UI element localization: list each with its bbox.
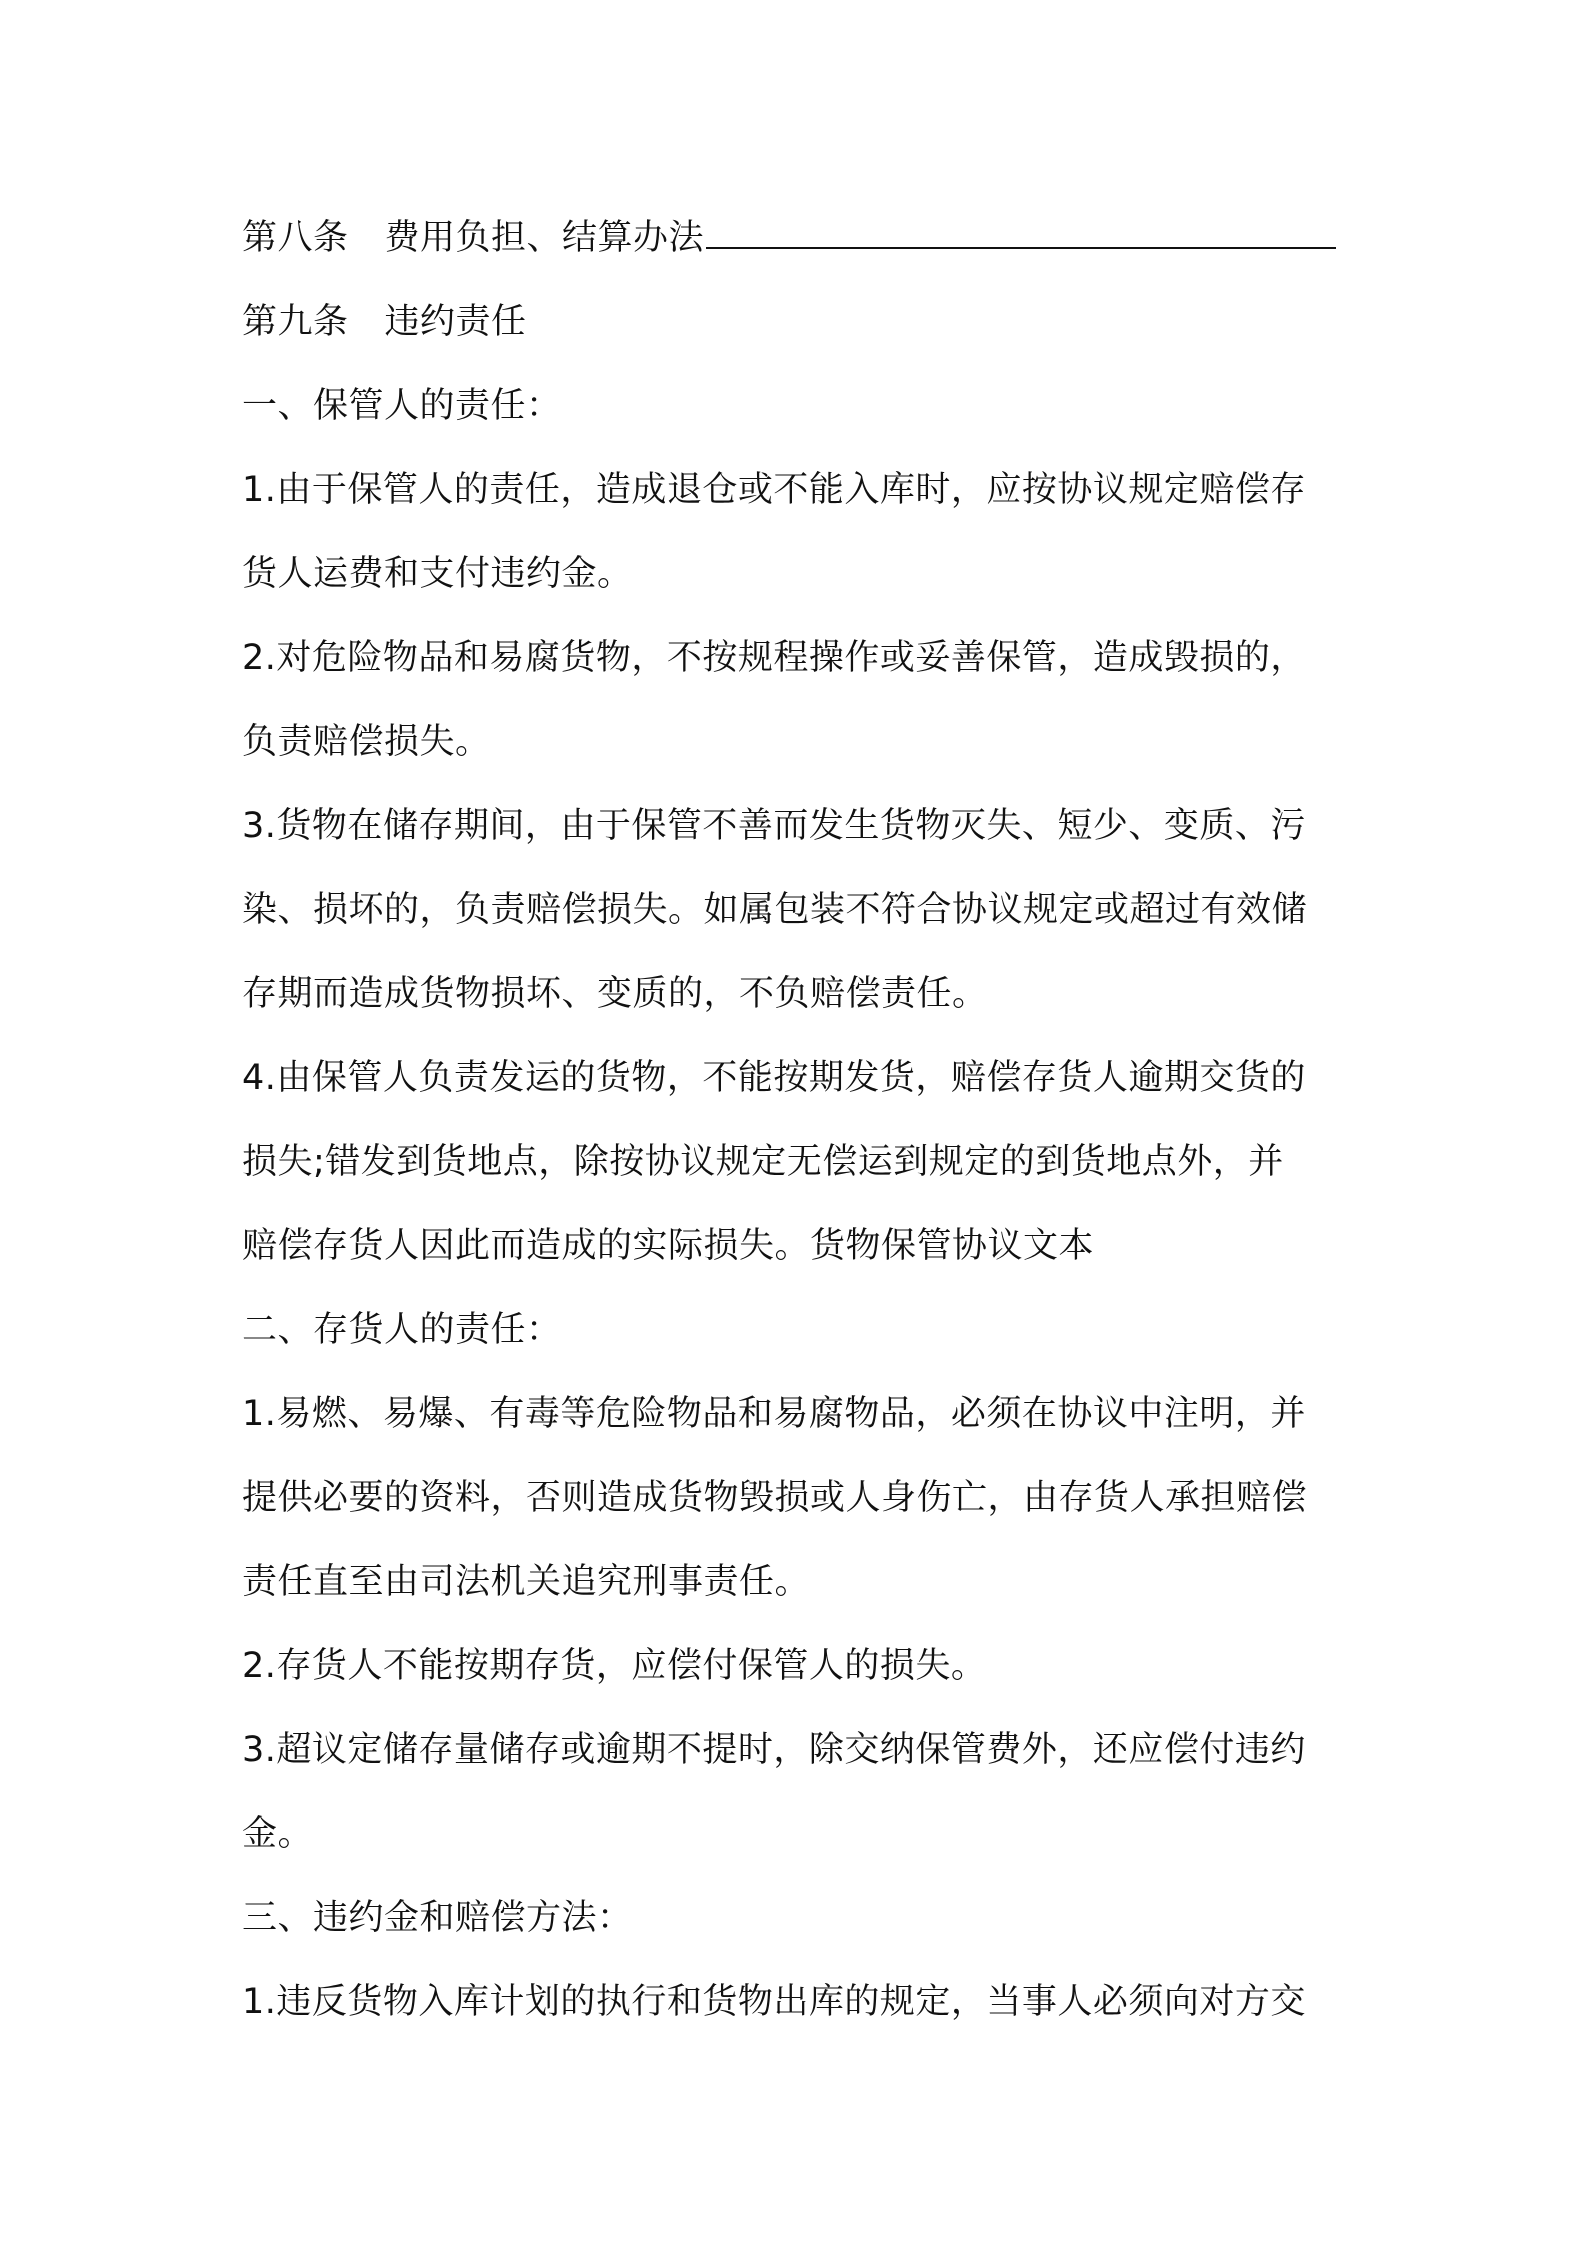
text-line: 提供必要的资料，否则造成货物毁损或人身伤亡，由存货人承担赔偿 — [242, 1478, 1308, 1518]
text-line: 2.对危险物品和易腐货物，不按规程操作或妥善保管，造成毁损的， — [242, 638, 1306, 678]
article-8-title: 费用负担、结算办法 — [384, 218, 705, 258]
article-8-number: 第八条 — [242, 218, 349, 258]
text-line: 2.存货人不能按期存货，应偿付保管人的损失。 — [242, 1646, 987, 1686]
article-9-title: 违约责任 — [384, 302, 527, 342]
article-9-number: 第九条 — [242, 302, 349, 342]
text-line: 责任直至由司法机关追究刑事责任。 — [242, 1562, 811, 1602]
article-8-heading — [242, 196, 1362, 280]
section-heading-custodian-liability: 一、保管人的责任： — [242, 386, 562, 426]
text-line: 1.由于保管人的责任，造成退仓或不能入库时，应按协议规定赔偿存 — [242, 470, 1306, 510]
text-line: 3.超议定储存量储存或逾期不提时，除交纳保管费外，还应偿付违约 — [242, 1730, 1306, 1770]
text-line: 染、损坏的，负责赔偿损失。如属包装不符合协议规定或超过有效储 — [242, 890, 1308, 930]
text-line: 货人运费和支付违约金。 — [242, 554, 633, 594]
fill-in-blank-line — [706, 221, 1336, 249]
text-line: 金。 — [242, 1814, 314, 1854]
text-line: 存期而造成货物损坏、变质的，不负赔偿责任。 — [242, 974, 988, 1014]
section-heading-depositor-liability: 二、存货人的责任： — [242, 1310, 562, 1350]
document-body — [242, 196, 1362, 2044]
text-line: 赔偿存货人因此而造成的实际损失。货物保管协议文本 — [242, 1226, 1095, 1266]
text-line: 损失;错发到货地点，除按协议规定无偿运到规定的到货地点外，并 — [242, 1142, 1284, 1182]
text-line: 1.易燃、易爆、有毒等危险物品和易腐物品，必须在协议中注明，并 — [242, 1394, 1306, 1434]
text-line: 1.违反货物入库计划的执行和货物出库的规定，当事人必须向对方交 — [242, 1982, 1306, 2022]
section-heading-penalty-and-compensation: 三、违约金和赔偿方法： — [242, 1898, 633, 1938]
text-line: 4.由保管人负责发运的货物，不能按期发货，赔偿存货人逾期交货的 — [242, 1058, 1306, 1098]
text-line: 3.货物在储存期间，由于保管不善而发生货物灭失、短少、变质、污 — [242, 806, 1306, 846]
article-9-heading — [242, 280, 1362, 364]
text-line: 负责赔偿损失。 — [242, 722, 491, 762]
